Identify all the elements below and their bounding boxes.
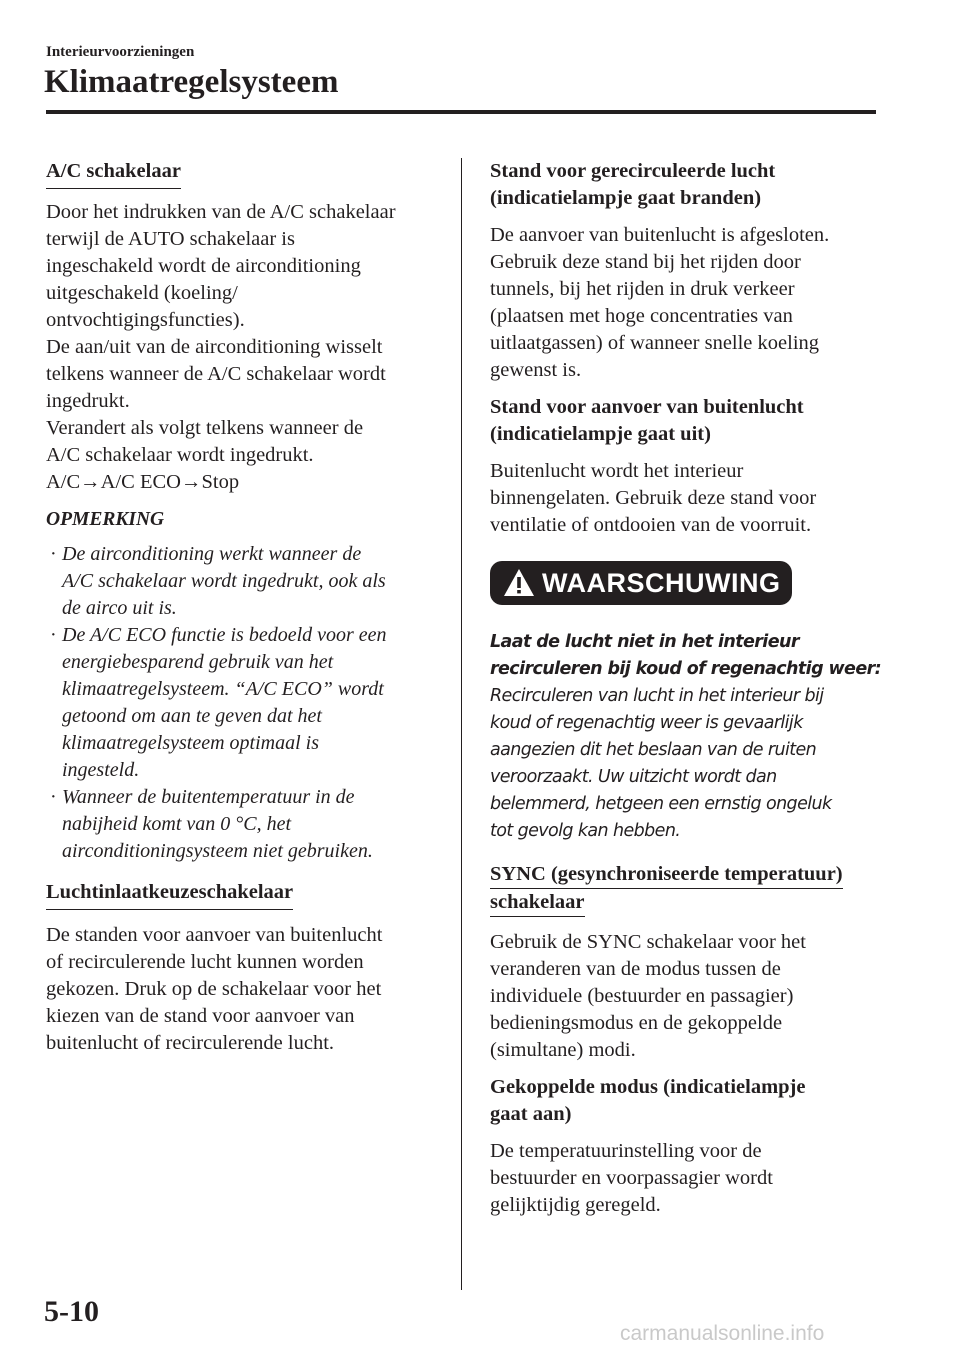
text-line: uitlaatgassen) of wanneer snelle koeling xyxy=(490,332,820,354)
page-number: 5-10 xyxy=(44,1295,99,1328)
text-line: Laat de lucht niet in het interieur xyxy=(490,632,799,652)
heading-line: Stand voor aanvoer van buitenlucht xyxy=(490,396,804,418)
outside-air-heading xyxy=(490,394,882,448)
text-line: A/C schakelaar wordt ingedrukt. xyxy=(46,444,314,466)
text-line: ingeschakeld wordt de airconditioning xyxy=(46,255,361,277)
text-line: kiezen van de stand voor aanvoer van xyxy=(46,1005,355,1027)
text-line: Gebruik de SYNC schakelaar voor het xyxy=(490,931,806,953)
heading-line: schakelaar xyxy=(490,889,585,917)
ac-switch-body xyxy=(46,199,438,496)
warning-title xyxy=(490,629,882,683)
ac-switch-heading: A/C schakelaar xyxy=(46,158,181,189)
text-line: ontvochtigingsfuncties). xyxy=(46,309,245,331)
text-line: De standen voor aanvoer van buitenlucht xyxy=(46,924,383,946)
intake-switch-body xyxy=(46,922,438,1057)
warning-label: WAARSCHUWING xyxy=(542,567,781,598)
text-line: klimaatregelsysteem optimaal is xyxy=(62,732,319,754)
outside-air-body xyxy=(490,458,882,539)
text-line: Recirculeren van lucht in het interieur bij xyxy=(490,686,824,706)
header-rule xyxy=(46,110,876,114)
heading-line: Stand voor gerecirculeerde lucht xyxy=(490,160,776,182)
text-line: ingedrukt. xyxy=(46,390,130,412)
text-line: ventilatie of ontdooien van de voorruit. xyxy=(490,514,812,536)
text-line: individuele (bestuurder en passagier) xyxy=(490,985,794,1007)
text-line: Verandert als volgt telkens wanneer de xyxy=(46,417,364,439)
text-line: (simultane) modi. xyxy=(490,1039,636,1061)
text-line: veroorzaakt. Uw uitzicht wordt dan xyxy=(490,767,777,787)
text-line: energiebesparend gebruik van het xyxy=(62,651,334,673)
watermark: carmanualsonline.info xyxy=(620,1322,825,1345)
text-line: De aanvoer van buitenlucht is afgesloten. xyxy=(490,224,830,246)
heading-line: (indicatielampje gaat branden) xyxy=(490,187,762,209)
text-line: veranderen van de modus tussen de xyxy=(490,958,781,980)
text-line: koud of regenachtig weer is gevaarlijk xyxy=(490,713,803,733)
text-line: terwijl de AUTO schakelaar is xyxy=(46,228,295,250)
section-label: Interieurvoorzieningen xyxy=(46,44,195,60)
text-line: nabijheid komt van 0 °C, het xyxy=(62,813,292,835)
text-line: gekozen. Druk op de schakelaar voor het xyxy=(46,978,382,1000)
text-line: telkens wanneer de A/C schakelaar wordt xyxy=(46,363,386,385)
text-line: de airco uit is. xyxy=(62,597,177,619)
page-title: Klimaatregelsysteem xyxy=(44,64,339,100)
text-line: Buitenlucht wordt het interieur xyxy=(490,460,744,482)
left-column xyxy=(46,158,438,1067)
text-line: gewenst is. xyxy=(490,359,582,381)
recirc-body xyxy=(490,222,882,384)
coupled-mode-heading xyxy=(490,1074,882,1128)
warning-body xyxy=(490,683,882,845)
right-column xyxy=(490,158,882,1229)
text-line: De aan/uit van de airconditioning wisselt xyxy=(46,336,383,358)
text-line: De temperatuurinstelling voor de xyxy=(490,1140,762,1162)
bullet-dot: · xyxy=(50,786,57,808)
text-line: A/C→A/C ECO→Stop xyxy=(46,471,240,493)
text-line: Wanneer de buitentemperatuur in de xyxy=(62,786,355,808)
bullet-dot: · xyxy=(50,543,57,565)
sync-switch-heading xyxy=(490,861,843,917)
note-item xyxy=(46,541,438,622)
text-line: klimaatregelsysteem. “A/C ECO” wordt xyxy=(62,678,384,700)
text-line: De A/C ECO functie is bedoeld voor een xyxy=(62,624,387,646)
text-line: buitenlucht of recirculerende lucht. xyxy=(46,1032,335,1054)
note-title: OPMERKING xyxy=(46,509,165,530)
text-line: getoond om aan te geven dat het xyxy=(62,705,322,727)
heading-line: gaat aan) xyxy=(490,1103,572,1125)
text-line: uitgeschakeld (koeling/ xyxy=(46,282,238,304)
text-line: (plaatsen met hoge concentraties van xyxy=(490,305,793,327)
text-line: De airconditioning werkt wanneer de xyxy=(62,543,362,565)
column-divider xyxy=(461,158,462,1290)
text-line: ingesteld. xyxy=(62,759,140,781)
text-line: Door het indrukken van de A/C schakelaar xyxy=(46,201,396,223)
heading-line: SYNC (gesynchroniseerde temperatuur) xyxy=(490,861,843,889)
text-line: recirculeren bij koud of regenachtig weer: xyxy=(490,659,882,679)
recirc-heading xyxy=(490,158,882,212)
warning-triangle-icon xyxy=(502,567,536,599)
text-line: airconditioningsysteem niet gebruiken. xyxy=(62,840,373,862)
heading-line: Gekoppelde modus (indicatielampje xyxy=(490,1076,806,1098)
note-item xyxy=(46,784,438,865)
text-line: bestuurder en voorpassagier wordt xyxy=(490,1167,773,1189)
text-line: belemmerd, hetgeen een ernstig ongeluk xyxy=(490,794,832,814)
text-line: of recirculerende lucht kunnen worden xyxy=(46,951,364,973)
text-line: tunnels, bij het rijden in druk verkeer xyxy=(490,278,795,300)
heading-line: (indicatielampje gaat uit) xyxy=(490,423,711,445)
text-line: A/C schakelaar wordt ingedrukt, ook als xyxy=(62,570,386,592)
coupled-mode-body xyxy=(490,1138,882,1219)
bullet-dot: · xyxy=(50,624,57,646)
note-item xyxy=(46,622,438,784)
text-line: gelijktijdig geregeld. xyxy=(490,1194,661,1216)
sync-switch-body xyxy=(490,929,882,1064)
intake-switch-heading: Luchtinlaatkeuzeschakelaar xyxy=(46,879,293,910)
text-line: binnengelaten. Gebruik deze stand voor xyxy=(490,487,817,509)
text-line: Gebruik deze stand bij het rijden door xyxy=(490,251,801,273)
text-line: aangezien dit het beslaan van de ruiten xyxy=(490,740,817,760)
warning-banner xyxy=(490,561,792,605)
text-line: bedieningsmodus en de gekoppelde xyxy=(490,1012,783,1034)
text-line: tot gevolg kan hebben. xyxy=(490,821,681,841)
